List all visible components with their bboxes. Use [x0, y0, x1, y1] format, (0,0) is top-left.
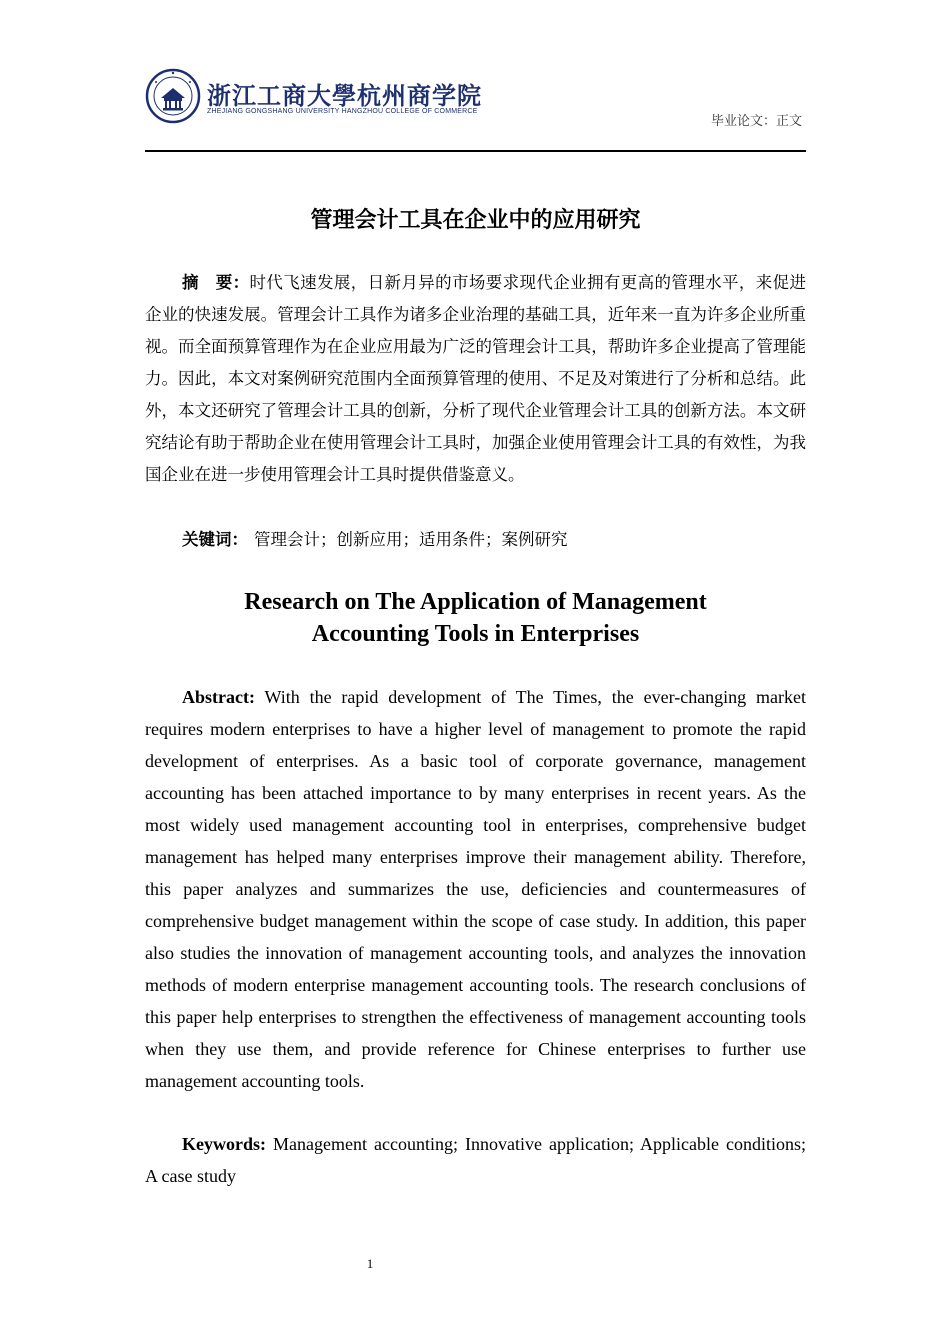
university-seal-icon — [145, 68, 201, 124]
logo-english-name: ZHEJIANG GONGSHANG UNIVERSITY HANGZHOU COLLEGE OF COMMERCE — [207, 108, 478, 115]
chinese-keywords-label: 关键词： — [182, 530, 248, 549]
chinese-abstract — [145, 267, 806, 491]
chinese-title: 管理会计工具在企业中的应用研究 — [310, 208, 641, 233]
english-keywords-text: Management accounting; Innovative application; Applicable conditions; A case study — [145, 1134, 807, 1186]
chinese-abstract-text: 时代飞速发展，日新月异的市场要求现代企业拥有更高的管理水平，来促进企业的快速发展。管理会计工具作为诸多企业治理的基础工具，近年来一直为许多企业所重视。而全面预算管理作为在企业应用最为广泛的管理会计工具，帮助许多企业提高了管理能力。因此，本文对案例研究范围内全面预算管理的使用、不足及对策进行了分析和总结。此外，本文还研究了管理会计工具的创新，分析了现代企业管理会计工具的创新方法。本文研究结论有助于帮助企业在使用管理会计工具时，加强企业使用管理会计工具的有效性，为我国企业在进一步使用管理会计工具时提供借鉴意义。 — [145, 273, 806, 484]
english-keywords — [145, 1128, 806, 1192]
english-title-line-1: Research on The Application of Management — [244, 589, 707, 615]
english-title-line-2: Accounting Tools in Enterprises — [311, 621, 640, 647]
english-title — [145, 586, 806, 650]
university-logo — [145, 68, 485, 126]
english-abstract-label: Abstract: — [182, 687, 255, 707]
logo-chinese-name: 浙江工商大學杭州商学院 — [207, 81, 482, 110]
page-number: 1 — [366, 1256, 374, 1271]
english-keywords-label: Keywords: — [182, 1134, 266, 1154]
chinese-keywords — [182, 524, 806, 556]
chinese-keywords-text: 管理会计；创新应用；适用条件；案例研究 — [254, 530, 568, 549]
document-section-label: 毕业论文：正文 — [710, 114, 802, 129]
header-divider — [145, 150, 806, 152]
chinese-abstract-label: 摘 要： — [182, 273, 250, 292]
english-abstract — [145, 681, 806, 1097]
english-abstract-text: With the rapid development of The Times, the ever-changing market requires modern enterprises to have a higher level of management to promote the rapid development of enterprises. As a basic tool of corporate governance, management accounting has been attached importance to by many enterprises in recent years. As the most widely used management accounting tool in enterprises, comprehensive budget management has helped many enterprises improve their management ability. Therefore, this paper analyzes and summarizes the use, deficiencies and countermeasures of comprehensive budget management within the scope of case study. In addition, this paper also studies the innovation of management accounting tools, and analyzes the innovation methods of modern enterprise management accounting tools. The research conclusions of this paper help enterprises to strengthen the effectiveness of management accounting tools when they use them, and provide reference for Chinese enterprises to further use management accounting tools. — [145, 687, 806, 1091]
